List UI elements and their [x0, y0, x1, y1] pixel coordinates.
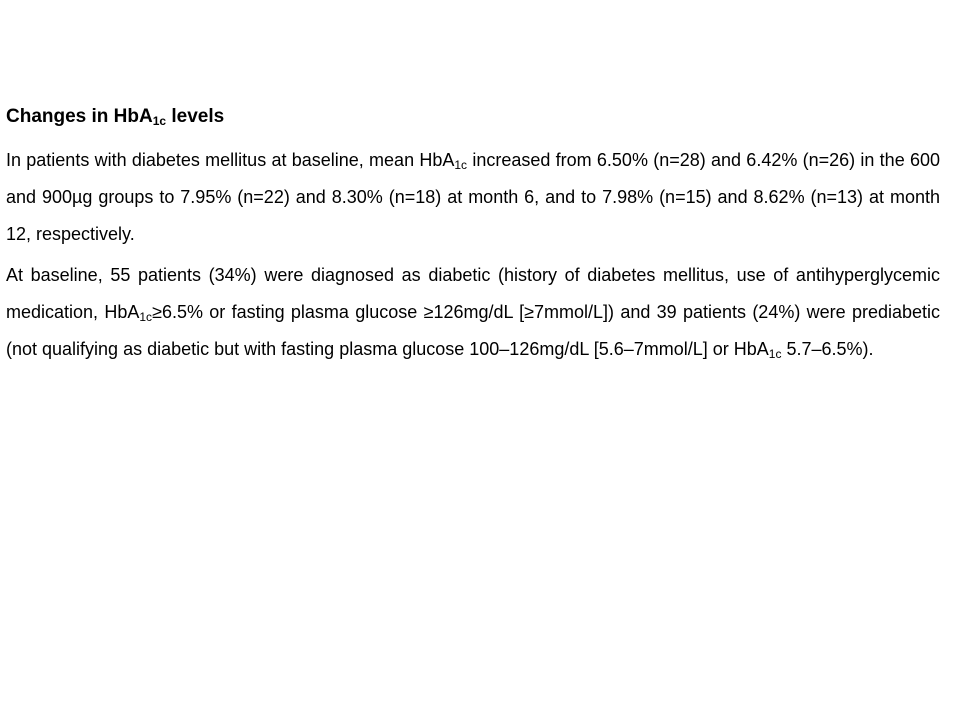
paragraph-baseline-diagnosis — [6, 257, 940, 368]
paragraph2-text-c: 5.7–6.5%). — [781, 339, 874, 359]
section-heading — [6, 104, 940, 130]
paragraph2-text-b: ≥6.5% or fasting plasma glucose ≥126mg/dL [≥7mmol/L]) and 39 patients (24%) were prediabetic (not qualifying as diabetic but with fasting plasma glucose 100–126mg/dL [5.6–7mmol/L] or HbA — [6, 302, 940, 359]
paragraph2-subscript-b: 1c — [768, 347, 782, 361]
paragraph2-text-a: At baseline, 55 patients (34%) were diagnosed as diabetic (history of diabetes mellitus, use of antihyperglycemic medication, HbA — [6, 265, 940, 322]
paragraph1-text-b: increased from 6.50% (n=28) and 6.42% (n=26) in the 600 and 900µg groups to 7.95% (n=22) and 8.30% (n=18) at month 6, and to 7.98% (n=15) and 8.62% (n=13) at month 12, respectively. — [6, 150, 941, 244]
heading-text: Changes in HbA — [6, 106, 153, 127]
document-body — [6, 104, 940, 372]
paragraph1-subscript: 1c — [454, 158, 468, 172]
paragraph2-subscript-a: 1c — [139, 310, 153, 324]
heading-text-end: levels — [166, 106, 225, 127]
paragraph-hba1c-changes — [6, 142, 940, 253]
paragraph1-text-a: In patients with diabetes mellitus at baseline, mean HbA — [6, 150, 455, 170]
heading-subscript: 1c — [152, 114, 167, 128]
